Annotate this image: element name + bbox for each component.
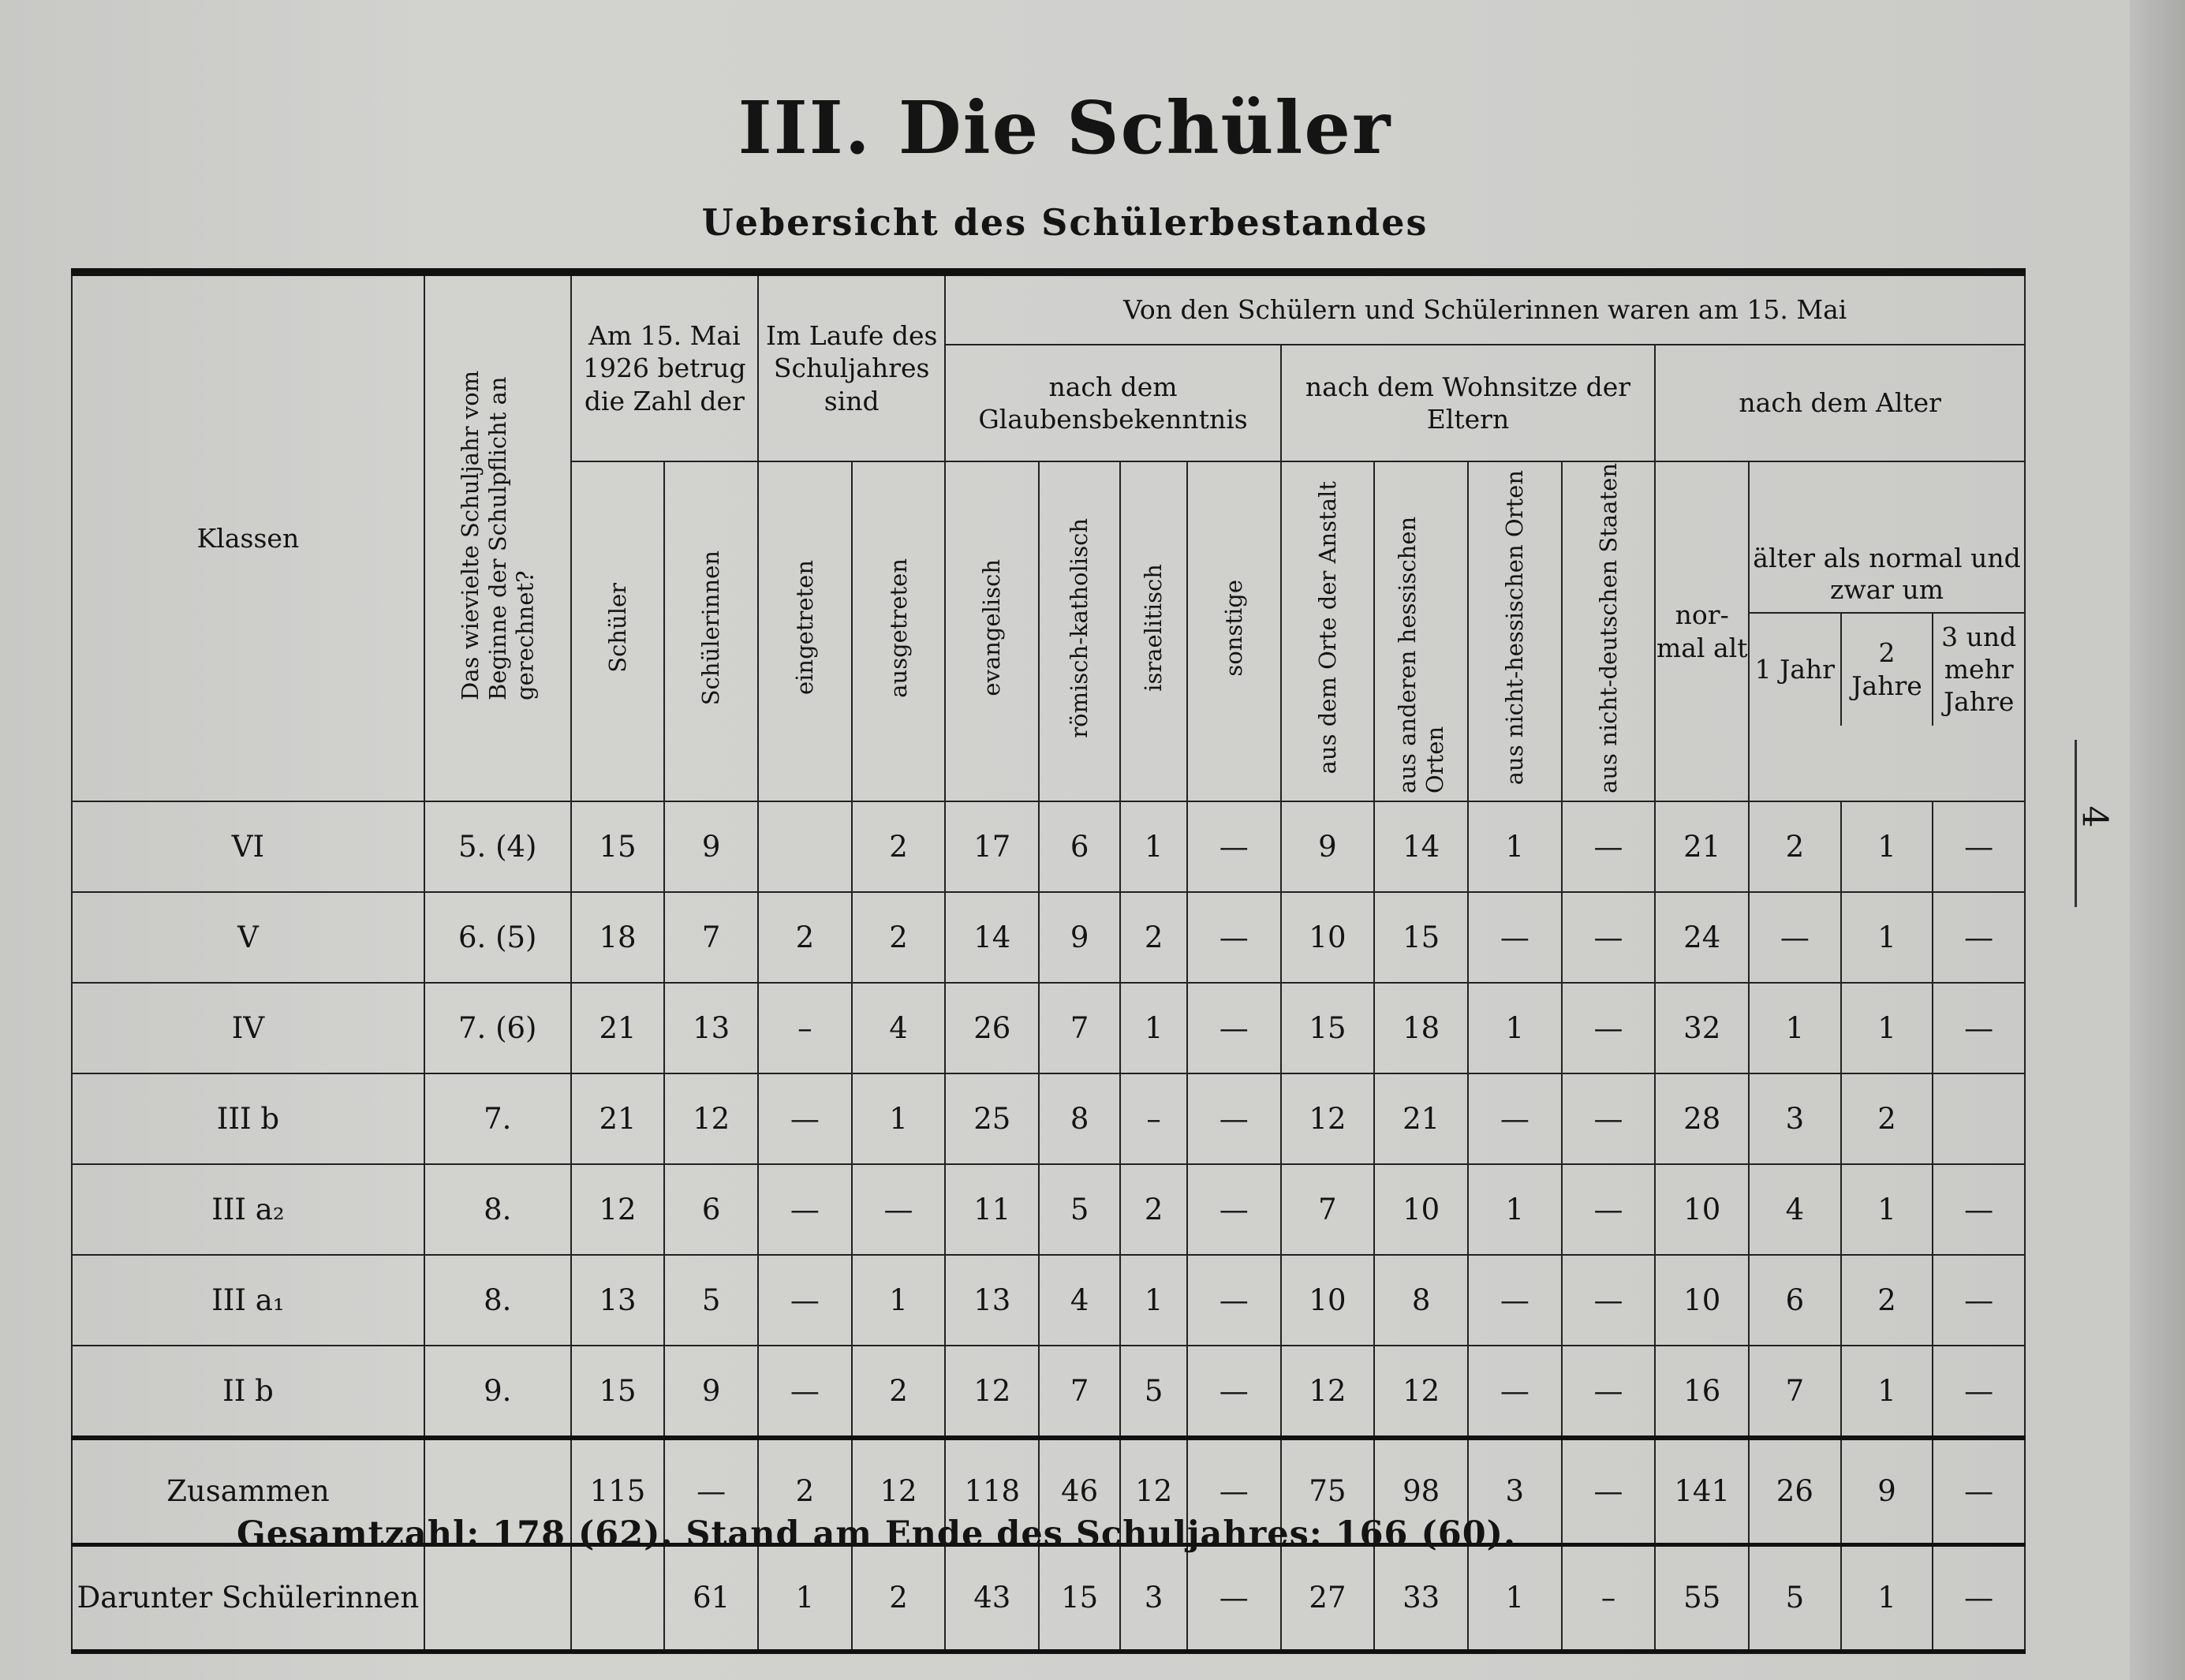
cell-schueler: 21 <box>571 1073 665 1164</box>
header-katholisch-text: römisch-katholisch <box>1066 517 1093 738</box>
total-summary: Gesamtzahl: 178 (62). Stand am Ende des Schuljahres: 166 (60). <box>237 1514 1516 1554</box>
cell-nicht-deutsch: – <box>1562 1545 1656 1652</box>
cell-jahr2: 2 <box>1841 1255 1933 1346</box>
cell-schuljahr: 5. (4) <box>424 801 571 892</box>
cell-katholisch: 8 <box>1039 1073 1120 1164</box>
girls-row <box>72 1545 2025 1652</box>
cell-normal: 55 <box>1655 1545 1749 1652</box>
header-evangelisch <box>945 461 1039 801</box>
table-row <box>72 892 2025 983</box>
cell-israelitisch: 2 <box>1120 1164 1187 1255</box>
header-eingetreten-text: eingetreten <box>790 560 818 696</box>
header-schueler <box>571 461 665 801</box>
cell-israelitisch: 1 <box>1120 1255 1187 1346</box>
cell-eingetreten: — <box>758 1073 852 1164</box>
header-im-laufe: Im Laufe des Schuljahres sind <box>758 272 945 461</box>
header-ausgetreten <box>852 461 946 801</box>
header-sonstige-text: sonstige <box>1219 579 1247 677</box>
cell-jahr1: — <box>1749 892 1841 983</box>
cell-eingetreten: — <box>758 1346 852 1438</box>
cell-israelitisch: 5 <box>1120 1346 1187 1438</box>
cell-ausgetreten: 12 <box>852 1438 946 1545</box>
cell-nicht-hessisch: 1 <box>1468 1545 1562 1652</box>
cell-katholisch: 5 <box>1039 1164 1120 1255</box>
cell-hessisch: 12 <box>1374 1346 1468 1438</box>
cell-katholisch: 7 <box>1039 983 1120 1073</box>
cell-jahr1: 2 <box>1749 801 1841 892</box>
cell-schuljahr: 7. (6) <box>424 983 571 1073</box>
header-nicht-hessisch-text: aus nicht-hessischen Orten <box>1500 470 1528 786</box>
header-normal: nor-mal alt <box>1655 461 1749 801</box>
cell-ort: 10 <box>1281 1255 1375 1346</box>
cell-ort: 75 <box>1281 1438 1375 1545</box>
cell-schueler: 15 <box>571 1346 665 1438</box>
cell-normal: 28 <box>1655 1073 1749 1164</box>
header-schuljahr-text: Das wievielte Schuljahr vom Beginne der Schulpflicht an gerechnet? <box>456 370 539 700</box>
cell-schueler: 21 <box>571 983 665 1073</box>
table-row <box>72 1346 2025 1438</box>
cell-hessisch: 8 <box>1374 1255 1468 1346</box>
cell-nicht-hessisch: — <box>1468 1255 1562 1346</box>
cell-klasse: III b <box>72 1073 424 1164</box>
cell-schuelerinnen: 5 <box>664 1255 758 1346</box>
cell-ort: 15 <box>1281 983 1375 1073</box>
cell-hessisch: 14 <box>1374 801 1468 892</box>
cell-katholisch: 6 <box>1039 801 1120 892</box>
cell-schuljahr: 9. <box>424 1346 571 1438</box>
cell-israelitisch: 1 <box>1120 983 1187 1073</box>
cell-nicht-deutsch: — <box>1562 801 1656 892</box>
cell-jahr2: 1 <box>1841 892 1933 983</box>
page-title: III. Die Schüler <box>738 85 1392 170</box>
cell-sonstige: — <box>1187 1438 1281 1545</box>
cell-eingetreten: — <box>758 1164 852 1255</box>
cell-jahr3: — <box>1933 892 2025 983</box>
cell-ausgetreten: 2 <box>852 1346 946 1438</box>
table-row <box>72 801 2025 892</box>
cell-nicht-hessisch: — <box>1468 1073 1562 1164</box>
cell-hessisch: 15 <box>1374 892 1468 983</box>
header-schueler-text: Schüler <box>603 583 631 673</box>
header-israelitisch <box>1120 461 1187 801</box>
cell-klasse: VI <box>72 801 424 892</box>
cell-ort: 12 <box>1281 1346 1375 1438</box>
cell-jahr3: — <box>1933 1545 2025 1652</box>
cell-jahr1: 6 <box>1749 1255 1841 1346</box>
cell-jahr3: — <box>1933 1346 2025 1438</box>
cell-klasse: III a₂ <box>72 1164 424 1255</box>
cell-ausgetreten: 4 <box>852 983 946 1073</box>
cell-jahr3: — <box>1933 1255 2025 1346</box>
cell-israelitisch: 12 <box>1120 1438 1187 1545</box>
cell-schuelerinnen: 12 <box>664 1073 758 1164</box>
cell-schueler: 13 <box>571 1255 665 1346</box>
cell-ort: 10 <box>1281 892 1375 983</box>
cell-evangelisch: 17 <box>945 801 1039 892</box>
cell-nicht-hessisch: 1 <box>1468 1164 1562 1255</box>
cell-israelitisch: 3 <box>1120 1545 1187 1652</box>
cell-ort: 27 <box>1281 1545 1375 1652</box>
cell-evangelisch: 11 <box>945 1164 1039 1255</box>
cell-jahr3: — <box>1933 1164 2025 1255</box>
cell-hessisch: 10 <box>1374 1164 1468 1255</box>
header-klassen: Klassen <box>72 272 424 801</box>
cell-schuljahr <box>424 1545 571 1652</box>
cell-nicht-deutsch: — <box>1562 1073 1656 1164</box>
cell-nicht-deutsch: — <box>1562 1438 1656 1545</box>
cell-eingetreten: — <box>758 1255 852 1346</box>
cell-nicht-hessisch: 1 <box>1468 801 1562 892</box>
cell-israelitisch: – <box>1120 1073 1187 1164</box>
header-schuelerinnen <box>664 461 758 801</box>
cell-ausgetreten: 2 <box>852 801 946 892</box>
cell-schuljahr: 8. <box>424 1255 571 1346</box>
header-alter: nach dem Alter <box>1655 345 2025 461</box>
page-number: 4 <box>2074 805 2115 828</box>
cell-normal: 32 <box>1655 983 1749 1073</box>
cell-nicht-deutsch: — <box>1562 1164 1656 1255</box>
cell-jahr1: 4 <box>1749 1164 1841 1255</box>
cell-eingetreten <box>758 801 852 892</box>
binding-gutter <box>2130 0 2185 1680</box>
cell-nicht-deutsch: — <box>1562 892 1656 983</box>
header-glauben: nach dem Glaubensbekenntnis <box>945 345 1280 461</box>
cell-jahr2: 1 <box>1841 1164 1933 1255</box>
cell-jahr3 <box>1933 1073 2025 1164</box>
table-row <box>72 1073 2025 1164</box>
header-jahr1: 1 Jahr <box>1754 654 1836 685</box>
header-nicht-hessisch <box>1468 461 1562 801</box>
header-aelter-years <box>1750 614 2024 726</box>
header-schuljahr <box>424 272 571 801</box>
cell-jahr1: 3 <box>1749 1073 1841 1164</box>
cell-normal: 24 <box>1655 892 1749 983</box>
cell-schuljahr: 8. <box>424 1164 571 1255</box>
cell-schueler <box>571 1545 665 1652</box>
girls-label: Darunter Schülerinnen <box>72 1545 424 1652</box>
cell-jahr3: — <box>1933 1438 2025 1545</box>
cell-sonstige: — <box>1187 1073 1281 1164</box>
cell-schuelerinnen: 6 <box>664 1164 758 1255</box>
cell-jahr2: 2 <box>1841 1073 1933 1164</box>
cell-hessisch: 33 <box>1374 1545 1468 1652</box>
header-ort-text: aus dem Orte der Anstalt <box>1313 481 1341 775</box>
cell-sonstige: — <box>1187 983 1281 1073</box>
cell-eingetreten: 2 <box>758 1438 852 1545</box>
header-am-mai: Am 15. Mai 1926 betrug die Zahl der <box>571 272 758 461</box>
cell-katholisch: 15 <box>1039 1545 1120 1652</box>
cell-evangelisch: 118 <box>945 1438 1039 1545</box>
cell-normal: 21 <box>1655 801 1749 892</box>
cell-ort: 7 <box>1281 1164 1375 1255</box>
cell-jahr2: 9 <box>1841 1438 1933 1545</box>
header-hessisch-text: aus anderen hessischen Orten <box>1393 516 1448 793</box>
cell-schuelerinnen: 9 <box>664 1346 758 1438</box>
header-eingetreten <box>758 461 852 801</box>
cell-sonstige: — <box>1187 1164 1281 1255</box>
cell-jahr1: 7 <box>1749 1346 1841 1438</box>
cell-eingetreten: 1 <box>758 1545 852 1652</box>
cell-klasse: III a₁ <box>72 1255 424 1346</box>
header-aelter: älter als normal und zwar um <box>1750 538 2024 614</box>
header-jahr2: 2 Jahre <box>1840 614 1933 726</box>
cell-sonstige: — <box>1187 1346 1281 1438</box>
cell-katholisch: 46 <box>1039 1438 1120 1545</box>
cell-evangelisch: 12 <box>945 1346 1039 1438</box>
student-table-wrapper <box>71 268 2026 1654</box>
cell-jahr2: 1 <box>1841 983 1933 1073</box>
cell-eingetreten: – <box>758 983 852 1073</box>
cell-katholisch: 9 <box>1039 892 1120 983</box>
cell-eingetreten: 2 <box>758 892 852 983</box>
cell-klasse: II b <box>72 1346 424 1438</box>
cell-normal: 10 <box>1655 1164 1749 1255</box>
cell-normal: 16 <box>1655 1346 1749 1438</box>
table-row <box>72 983 2025 1073</box>
cell-schueler: 12 <box>571 1164 665 1255</box>
cell-ort: 12 <box>1281 1073 1375 1164</box>
cell-jahr2: 1 <box>1841 1346 1933 1438</box>
cell-sonstige: — <box>1187 801 1281 892</box>
cell-nicht-hessisch: 1 <box>1468 983 1562 1073</box>
cell-sonstige: — <box>1187 1255 1281 1346</box>
cell-sonstige: — <box>1187 892 1281 983</box>
table-subtitle: Uebersicht des Schülerbestandes <box>701 201 1429 244</box>
cell-jahr3: — <box>1933 801 2025 892</box>
cell-ausgetreten: 2 <box>852 892 946 983</box>
cell-nicht-deutsch: — <box>1562 983 1656 1073</box>
header-nicht-deutsch-text: aus nicht-deutschen Staaten <box>1594 462 1622 793</box>
cell-ausgetreten: 2 <box>852 1545 946 1652</box>
cell-schuelerinnen: 61 <box>664 1545 758 1652</box>
cell-katholisch: 4 <box>1039 1255 1120 1346</box>
cell-nicht-hessisch: 3 <box>1468 1438 1562 1545</box>
header-evangelisch-text: evangelisch <box>978 559 1006 696</box>
cell-nicht-deutsch: — <box>1562 1346 1656 1438</box>
cell-schueler: 18 <box>571 892 665 983</box>
cell-evangelisch: 13 <box>945 1255 1039 1346</box>
header-nicht-deutsch <box>1562 461 1656 801</box>
student-table <box>71 268 2026 1654</box>
cell-jahr2: 1 <box>1841 801 1933 892</box>
cell-klasse: V <box>72 892 424 983</box>
header-israelitisch-text: israelitisch <box>1140 564 1167 692</box>
cell-ausgetreten: 1 <box>852 1073 946 1164</box>
cell-schuelerinnen: — <box>664 1438 758 1545</box>
cell-schuelerinnen: 13 <box>664 983 758 1073</box>
cell-evangelisch: 25 <box>945 1073 1039 1164</box>
cell-klasse: IV <box>72 983 424 1073</box>
cell-jahr1: 5 <box>1749 1545 1841 1652</box>
header-jahr3: 3 und mehr Jahre <box>1932 614 2024 726</box>
cell-nicht-deutsch: — <box>1562 1255 1656 1346</box>
cell-schuljahr: 6. (5) <box>424 892 571 983</box>
cell-sonstige: — <box>1187 1545 1281 1652</box>
header-aelter-group <box>1749 461 2025 801</box>
cell-jahr3: — <box>1933 983 2025 1073</box>
header-hessisch <box>1374 461 1468 801</box>
cell-schueler: 115 <box>571 1438 665 1545</box>
cell-evangelisch: 26 <box>945 983 1039 1073</box>
cell-hessisch: 98 <box>1374 1438 1468 1545</box>
cell-nicht-hessisch: — <box>1468 892 1562 983</box>
cell-jahr2: 1 <box>1841 1545 1933 1652</box>
cell-normal: 10 <box>1655 1255 1749 1346</box>
header-sonstige <box>1187 461 1281 801</box>
cell-schuljahr: 7. <box>424 1073 571 1164</box>
cell-katholisch: 7 <box>1039 1346 1120 1438</box>
cell-israelitisch: 2 <box>1120 892 1187 983</box>
table-row <box>72 1164 2025 1255</box>
cell-schuelerinnen: 7 <box>664 892 758 983</box>
cell-hessisch: 21 <box>1374 1073 1468 1164</box>
cell-nicht-hessisch: — <box>1468 1346 1562 1438</box>
cell-jahr1: 26 <box>1749 1438 1841 1545</box>
cell-hessisch: 18 <box>1374 983 1468 1073</box>
header-schuelerinnen-text: Schülerinnen <box>697 550 725 706</box>
cell-ausgetreten: — <box>852 1164 946 1255</box>
header-katholisch <box>1039 461 1120 801</box>
table-row <box>72 1255 2025 1346</box>
cell-evangelisch: 43 <box>945 1545 1039 1652</box>
header-ausgetreten-text: ausgetreten <box>884 558 912 698</box>
total-label: Zusammen <box>72 1438 424 1545</box>
cell-schueler: 15 <box>571 801 665 892</box>
cell-israelitisch: 1 <box>1120 801 1187 892</box>
header-wohnsitz: nach dem Wohnsitze der Eltern <box>1281 345 1656 461</box>
cell-jahr1: 1 <box>1749 983 1841 1073</box>
cell-normal: 141 <box>1655 1438 1749 1545</box>
cell-ausgetreten: 1 <box>852 1255 946 1346</box>
cell-ort: 9 <box>1281 801 1375 892</box>
cell-evangelisch: 14 <box>945 892 1039 983</box>
header-von-den: Von den Schülern und Schülerinnen waren am 15. Mai <box>945 272 2025 345</box>
header-ort <box>1281 461 1375 801</box>
cell-schuelerinnen: 9 <box>664 801 758 892</box>
